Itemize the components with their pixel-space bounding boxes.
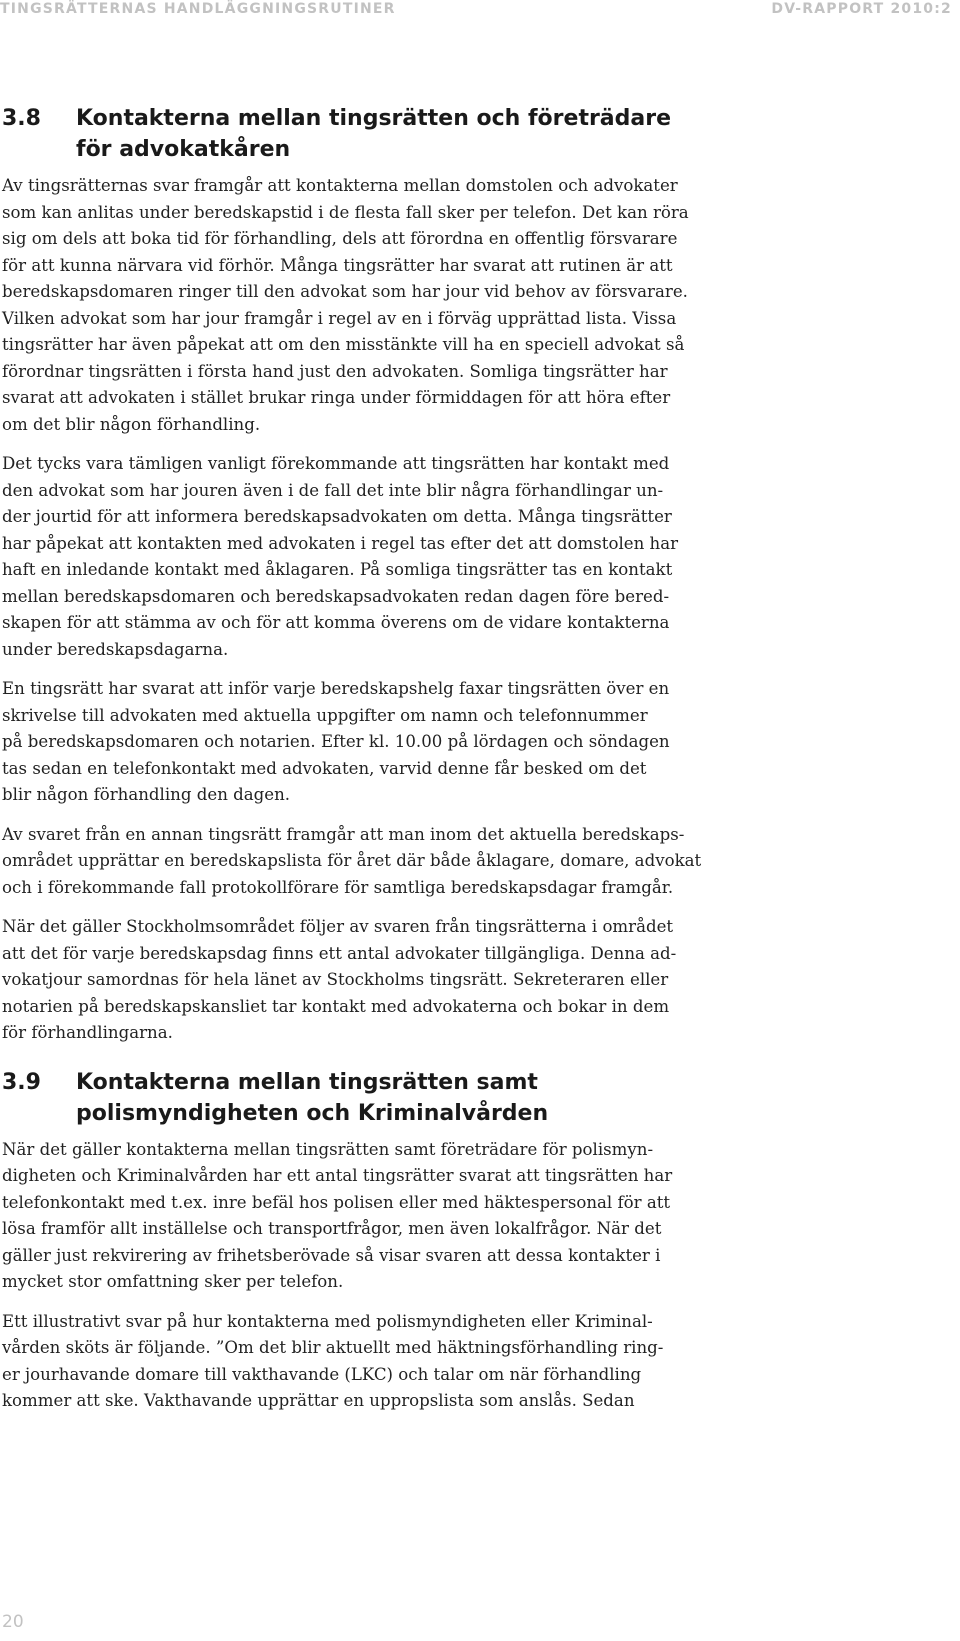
text-line: gäller just rekvirering av frihetsberövade så visar svaren att dessa kontakter i bbox=[2, 1245, 661, 1265]
paragraph bbox=[2, 676, 952, 809]
text-line: tas sedan en telefonkontakt med advokaten, varvid denne får besked om det bbox=[2, 758, 647, 778]
text-line: blir någon förhandling den dagen. bbox=[2, 785, 291, 804]
text-line: och i förekommande fall protokollförare för samtliga beredskapsdagar framgår. bbox=[2, 877, 674, 897]
text-line: vokatjour samordnas för hela länet av Stockholms tingsrätt. Sekreteraren eller bbox=[2, 970, 669, 989]
text-line: för att kunna närvara vid förhör. Många tingsrätter har svarat att rutinen är att bbox=[2, 255, 673, 275]
paragraph bbox=[2, 1309, 952, 1415]
section-3-8 bbox=[2, 103, 952, 1047]
text-line: lösa framför allt inställelse och transportfrågor, men även lokalfrågor. När det bbox=[2, 1219, 662, 1238]
text-line: er jourhavande domare till vakthavande (LKC) och talar om när förhandling bbox=[2, 1364, 642, 1384]
section-number: 3.9 bbox=[2, 1069, 41, 1095]
text-line: om det blir någon förhandling. bbox=[2, 414, 261, 434]
text-line: mycket stor omfattning sker per telefon. bbox=[2, 1272, 344, 1291]
text-line: kommer att ske. Vakthavande upprättar en uppropslista som anslås. Sedan bbox=[2, 1391, 635, 1410]
text-line: tingsrätter har även påpekat att om den misstänkte vill ha en speciell advokat så bbox=[2, 335, 685, 354]
text-line: Vilken advokat som har jour framgår i regel av en i förväg upprättad lista. Vissa bbox=[2, 308, 677, 328]
paragraph bbox=[2, 914, 952, 1047]
section-heading bbox=[2, 103, 952, 165]
text-line: som kan anlitas under beredskapstid i de flesta fall sker per telefon. Det kan röra bbox=[2, 202, 689, 222]
text-line: på beredskapsdomaren och notarien. Efter kl. 10.00 på lördagen och söndagen bbox=[2, 732, 670, 751]
text-line: har påpekat att kontakten med advokaten i regel tas efter det att domstolen har bbox=[2, 533, 679, 553]
text-line: der jourtid för att informera beredskapsadvokaten om detta. Många tingsrätter bbox=[2, 507, 672, 526]
section-3-9 bbox=[2, 1067, 952, 1415]
text-line: den advokat som har jouren även i de fall det inte blir några förhandlingar un- bbox=[2, 480, 664, 500]
text-line: förordnar tingsrätten i första hand just den advokaten. Somliga tingsrätter har bbox=[2, 361, 668, 381]
text-line: sig om dels att boka tid för förhandling, dels att förordna en offentlig försvarare bbox=[2, 229, 678, 248]
section-title: Kontakterna mellan tingsrätten samt polismyndigheten och Kriminalvården bbox=[76, 1069, 549, 1126]
paragraph bbox=[2, 822, 952, 902]
section-title: Kontakterna mellan tingsrätten och företrädare för advokatkåren bbox=[76, 106, 672, 162]
text-line: digheten och Kriminalvården har ett antal tingsrätter svarat att tingsrätten har bbox=[2, 1166, 673, 1185]
running-header-report-id: DV-RAPPORT 2010:2 bbox=[771, 1, 952, 17]
running-header-title: TINGSRÄTTERNAS HANDLÄGGNINGSRUTINER bbox=[0, 1, 396, 17]
text-line: Ett illustrativt svar på hur kontakterna med polismyndigheten eller Kriminal- bbox=[2, 1311, 653, 1331]
text-line: mellan beredskapsdomaren och beredskapsadvokaten redan dagen före bered- bbox=[2, 586, 670, 606]
text-line: att det för varje beredskapsdag finns ett antal advokater tillgängliga. Denna ad- bbox=[2, 943, 677, 963]
text-line: telefonkontakt med t.ex. inre befäl hos polisen eller med häktespersonal för att bbox=[2, 1192, 671, 1212]
section-heading bbox=[2, 1067, 952, 1129]
running-header bbox=[0, 0, 960, 22]
text-line: området upprättar en beredskapslista för året där både åklagare, domare, advokat bbox=[2, 851, 702, 870]
text-line: för förhandlingarna. bbox=[2, 1023, 173, 1042]
text-line: vården sköts är följande. ”Om det blir aktuellt med häktningsförhandling ring- bbox=[2, 1338, 664, 1357]
paragraph bbox=[2, 173, 952, 438]
text-line: En tingsrätt har svarat att inför varje beredskapshelg faxar tingsrätten över en bbox=[2, 679, 670, 698]
text-line: svarat att advokaten i stället brukar ringa under förmiddagen för att höra efter bbox=[2, 388, 671, 407]
text-line: haft en inledande kontakt med åklagaren. På somliga tingsrätter tas en kontakt bbox=[2, 560, 673, 579]
text-line: under beredskapsdagarna. bbox=[2, 639, 229, 659]
text-line: När det gäller kontakterna mellan tingsrätten samt företrädare för polismyn- bbox=[2, 1139, 654, 1159]
text-line: Av tingsrätternas svar framgår att kontakterna mellan domstolen och advokater bbox=[2, 176, 678, 195]
section-number: 3.8 bbox=[2, 106, 41, 131]
paragraph bbox=[2, 451, 952, 663]
text-line: Det tycks vara tämligen vanligt förekommande att tingsrätten har kontakt med bbox=[2, 454, 670, 473]
paragraph bbox=[2, 1137, 952, 1296]
text-line: notarien på beredskapskansliet tar kontakt med advokaterna och bokar in dem bbox=[2, 996, 670, 1016]
text-line: beredskapsdomaren ringer till den advokat som har jour vid behov av försvarare. bbox=[2, 282, 688, 301]
text-line: När det gäller Stockholmsområdet följer av svaren från tingsrätterna i området bbox=[2, 917, 674, 936]
page-number: 20 bbox=[2, 1612, 24, 1632]
page-content bbox=[2, 103, 952, 1428]
text-line: skrivelse till advokaten med aktuella uppgifter om namn och telefonnummer bbox=[2, 705, 648, 725]
text-line: skapen för att stämma av och för att komma överens om de vidare kontakterna bbox=[2, 613, 670, 632]
text-line: Av svaret från en annan tingsrätt framgår att man inom det aktuella beredskaps- bbox=[2, 824, 685, 844]
